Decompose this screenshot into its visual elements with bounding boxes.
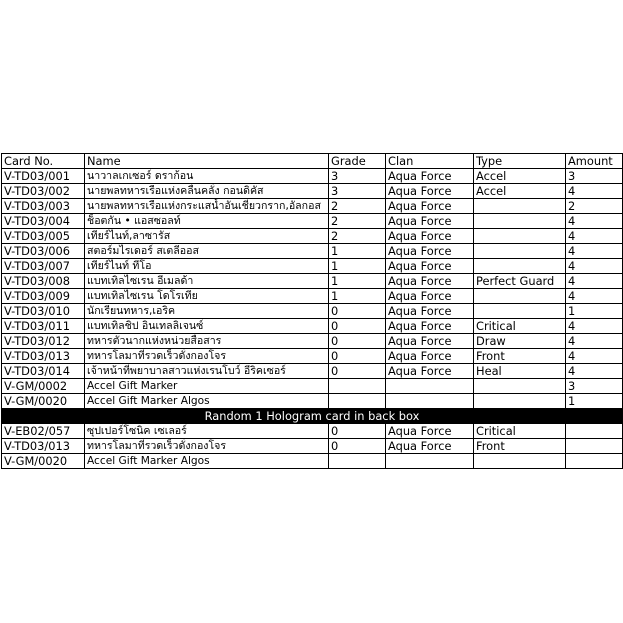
cell-name: เทียร์ไนท์,ลาซารัส (85, 229, 329, 244)
cell-amount: 4 (566, 214, 623, 229)
cell-type (474, 304, 566, 319)
cell-type (474, 394, 566, 409)
cell-card-no: V-TD03/006 (2, 244, 85, 259)
cell-card-no: V-TD03/013 (2, 349, 85, 364)
header-amount: Amount (566, 154, 623, 169)
hologram-banner-row (2, 409, 623, 424)
table-row (2, 364, 623, 379)
cell-card-no: V-TD03/012 (2, 334, 85, 349)
cell-amount (566, 454, 623, 469)
cell-grade: 3 (329, 184, 386, 199)
cell-grade: 1 (329, 244, 386, 259)
cell-card-no: V-GM/0002 (2, 379, 85, 394)
cell-clan (386, 394, 474, 409)
cell-clan: Aqua Force (386, 319, 474, 334)
table-row (2, 424, 623, 439)
cell-card-no: V-TD03/009 (2, 289, 85, 304)
cell-type (474, 199, 566, 214)
cell-card-no: V-TD03/004 (2, 214, 85, 229)
cell-grade: 0 (329, 334, 386, 349)
cell-name: นายพลทหารเรือแห่งคลื่นคลั่ง กอนดิคัส (85, 184, 329, 199)
cell-grade: 2 (329, 214, 386, 229)
cell-type: Draw (474, 334, 566, 349)
cell-name: ทหารโลมาที่รวดเร็วดั่งกองโจร (85, 349, 329, 364)
cell-card-no: V-TD03/013 (2, 439, 85, 454)
header-row (2, 154, 623, 169)
cell-grade: 0 (329, 349, 386, 364)
header-name: Name (85, 154, 329, 169)
cell-clan: Aqua Force (386, 334, 474, 349)
table-row (2, 169, 623, 184)
cell-clan: Aqua Force (386, 184, 474, 199)
table-row (2, 319, 623, 334)
table-row (2, 214, 623, 229)
table-row (2, 259, 623, 274)
cell-grade: 2 (329, 229, 386, 244)
cell-clan (386, 454, 474, 469)
table-row (2, 379, 623, 394)
cell-name: ช็อตกัน • แอสซอลท์ (85, 214, 329, 229)
cell-name: Accel Gift Marker Algos (85, 454, 329, 469)
table-row (2, 199, 623, 214)
header-clan: Clan (386, 154, 474, 169)
cell-name: ซุปเปอร์โซนิค เซเลอร์ (85, 424, 329, 439)
cell-card-no: V-TD03/011 (2, 319, 85, 334)
cell-grade: 0 (329, 319, 386, 334)
cell-card-no: V-GM/0020 (2, 454, 85, 469)
table-row (2, 394, 623, 409)
cell-type (474, 454, 566, 469)
table-row (2, 349, 623, 364)
cell-name: Accel Gift Marker (85, 379, 329, 394)
table-row (2, 229, 623, 244)
cell-amount: 4 (566, 289, 623, 304)
cell-type: Heal (474, 364, 566, 379)
cell-amount: 4 (566, 229, 623, 244)
cell-name: ทหารตัวนากแห่งหน่วยสื่อสาร (85, 334, 329, 349)
cell-clan: Aqua Force (386, 364, 474, 379)
cell-type: Accel (474, 184, 566, 199)
cell-type (474, 259, 566, 274)
cell-amount: 4 (566, 184, 623, 199)
cell-amount: 2 (566, 199, 623, 214)
cell-card-no: V-EB02/057 (2, 424, 85, 439)
cell-type (474, 214, 566, 229)
cell-name: แบทเทิลชิป อินเทลลิเจนซ์ (85, 319, 329, 334)
cell-type: Accel (474, 169, 566, 184)
cell-card-no: V-TD03/002 (2, 184, 85, 199)
cell-clan: Aqua Force (386, 289, 474, 304)
cell-name: เทียร์ไนท์ ทีโอ (85, 259, 329, 274)
cell-name: นาวาลเกเซอร์ ดราก้อน (85, 169, 329, 184)
cell-clan (386, 379, 474, 394)
cell-clan: Aqua Force (386, 274, 474, 289)
cell-amount: 4 (566, 364, 623, 379)
cell-grade: 0 (329, 304, 386, 319)
table-row (2, 334, 623, 349)
table-row (2, 454, 623, 469)
cell-amount: 4 (566, 244, 623, 259)
header-type: Type (474, 154, 566, 169)
cell-clan: Aqua Force (386, 439, 474, 454)
cell-name: สตอร์มไรเดอร์ สเตลีออส (85, 244, 329, 259)
card-list-table (1, 153, 623, 469)
hologram-banner: Random 1 Hologram card in back box (2, 409, 623, 424)
table-row (2, 304, 623, 319)
cell-type (474, 229, 566, 244)
cell-amount: 1 (566, 304, 623, 319)
cell-grade: 0 (329, 424, 386, 439)
cell-card-no: V-TD03/014 (2, 364, 85, 379)
cell-clan: Aqua Force (386, 244, 474, 259)
card-list-body (2, 154, 623, 469)
cell-card-no: V-TD03/003 (2, 199, 85, 214)
cell-name: Accel Gift Marker Algos (85, 394, 329, 409)
cell-grade: 1 (329, 289, 386, 304)
table-row (2, 289, 623, 304)
cell-type: Critical (474, 319, 566, 334)
cell-name: นายพลทหารเรือแห่งกระแสน้ำอันเชี่ยวกราก,อัลกอส (85, 199, 329, 214)
cell-type (474, 244, 566, 259)
cell-amount (566, 439, 623, 454)
cell-amount: 3 (566, 379, 623, 394)
cell-type (474, 289, 566, 304)
cell-clan: Aqua Force (386, 259, 474, 274)
cell-type: Front (474, 349, 566, 364)
cell-card-no: V-GM/0020 (2, 394, 85, 409)
cell-grade (329, 394, 386, 409)
cell-clan: Aqua Force (386, 304, 474, 319)
cell-grade: 2 (329, 199, 386, 214)
header-card-no: Card No. (2, 154, 85, 169)
cell-grade: 1 (329, 274, 386, 289)
cell-grade (329, 379, 386, 394)
cell-clan: Aqua Force (386, 349, 474, 364)
cell-amount: 4 (566, 334, 623, 349)
cell-amount: 4 (566, 274, 623, 289)
cell-grade: 0 (329, 439, 386, 454)
cell-card-no: V-TD03/008 (2, 274, 85, 289)
cell-name: นักเรียนทหาร,เอริค (85, 304, 329, 319)
cell-type: Front (474, 439, 566, 454)
cell-type: Perfect Guard (474, 274, 566, 289)
cell-card-no: V-TD03/005 (2, 229, 85, 244)
cell-grade: 1 (329, 259, 386, 274)
cell-amount: 4 (566, 259, 623, 274)
cell-type: Critical (474, 424, 566, 439)
cell-clan: Aqua Force (386, 424, 474, 439)
cell-grade: 0 (329, 364, 386, 379)
cell-clan: Aqua Force (386, 214, 474, 229)
cell-clan: Aqua Force (386, 229, 474, 244)
cell-name: แบทเทิลไซเรน อีเมลด้า (85, 274, 329, 289)
cell-card-no: V-TD03/007 (2, 259, 85, 274)
header-grade: Grade (329, 154, 386, 169)
cell-card-no: V-TD03/001 (2, 169, 85, 184)
table-row (2, 274, 623, 289)
cell-clan: Aqua Force (386, 169, 474, 184)
cell-grade (329, 454, 386, 469)
cell-grade: 3 (329, 169, 386, 184)
cell-amount: 4 (566, 319, 623, 334)
table-row (2, 439, 623, 454)
cell-name: ทหารโลมาที่รวดเร็วดั่งกองโจร (85, 439, 329, 454)
table-row (2, 184, 623, 199)
cell-name: แบทเทิลไซเรน โดโรเทีย (85, 289, 329, 304)
cell-amount: 3 (566, 169, 623, 184)
cell-amount: 1 (566, 394, 623, 409)
cell-amount (566, 424, 623, 439)
cell-card-no: V-TD03/010 (2, 304, 85, 319)
cell-clan: Aqua Force (386, 199, 474, 214)
cell-amount: 4 (566, 349, 623, 364)
cell-type (474, 379, 566, 394)
cell-name: เจ้าหน้าที่พยาบาลสาวแห่งเรนโบว์ อีริคเซอร์ (85, 364, 329, 379)
table-row (2, 244, 623, 259)
